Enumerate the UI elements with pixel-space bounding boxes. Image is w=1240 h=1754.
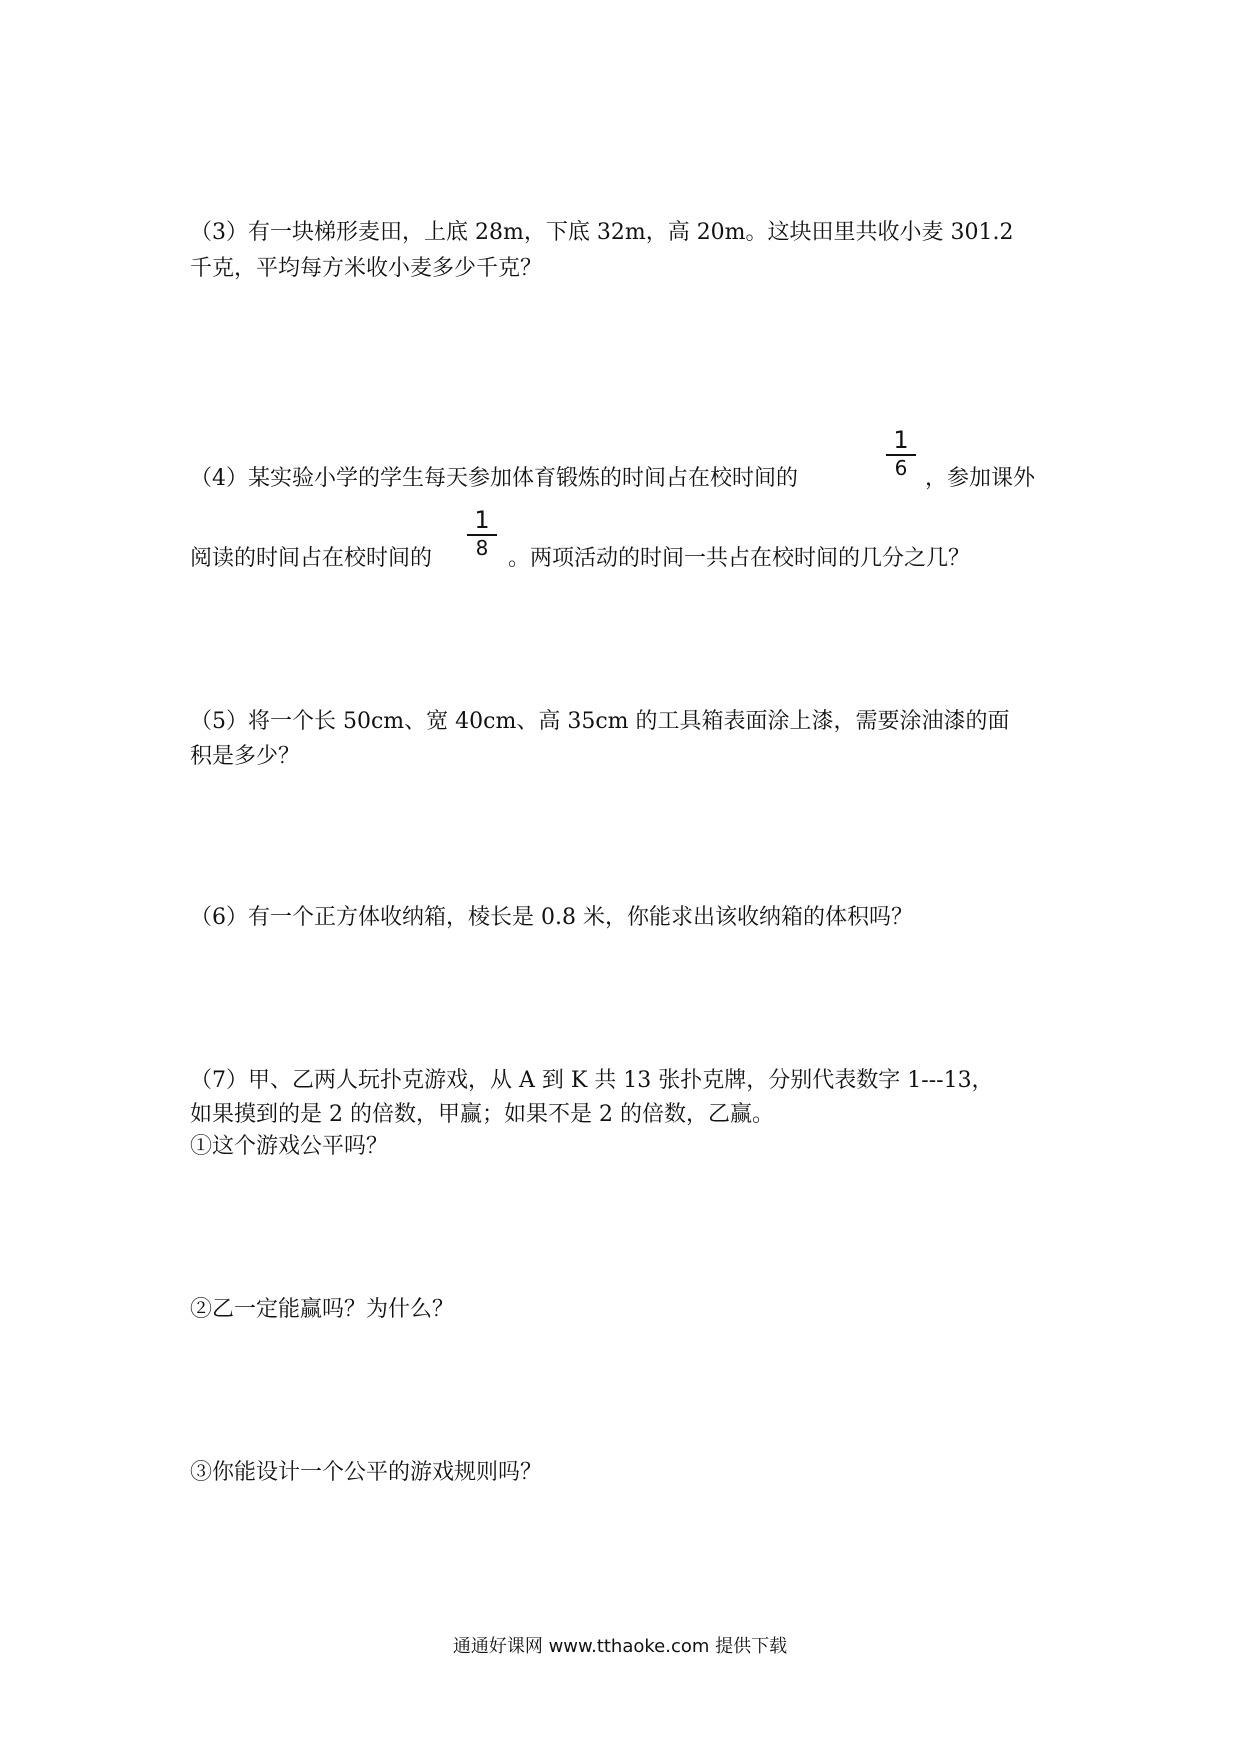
q5-line-1: （5）将一个长 50cm、宽 40cm、高 35cm 的工具箱表面涂上漆，需要涂油漆的面	[190, 709, 1010, 734]
fraction-numerator: 1	[893, 426, 909, 454]
q6-line-1: （6）有一个正方体收纳箱，棱长是 0.8 米，你能求出该收纳箱的体积吗？	[190, 905, 913, 930]
q4-line-1-start: （4）某实验小学的学生每天参加体育锻炼的时间占在校时间的	[190, 466, 798, 491]
fraction-denominator: 8	[475, 536, 489, 560]
q5-line-2: 积是多少？	[190, 744, 301, 769]
q3-line-1: （3）有一块梯形麦田，上底 28m，下底 32m，高 20m。这块田里共收小麦 301.2	[190, 220, 1014, 245]
q4-line-2-end: 。两项活动的时间一共占在校时间的几分之几？	[508, 546, 971, 571]
q4-line-2-start: 阅读的时间占在校时间的	[190, 546, 433, 571]
page-footer: 通通好课网 www.tthaoke.com 提供下载	[452, 1636, 788, 1657]
q7-line-1: （7）甲、乙两人玩扑克游戏，从 A 到 K 共 13 张扑克牌，分别代表数字 1---13，	[190, 1068, 994, 1093]
q4-fraction-one-eighth	[465, 506, 499, 560]
fraction-denominator: 6	[894, 456, 908, 480]
q7-sub-question-3: ③你能设计一个公平的游戏规则吗？	[190, 1460, 543, 1485]
q3-line-2: 千克，平均每方米收小麦多少千克？	[190, 256, 543, 281]
q7-sub-question-2: ②乙一定能赢吗？为什么？	[190, 1297, 455, 1322]
q4-fraction-one-sixth	[884, 426, 918, 480]
q7-sub-question-1: ①这个游戏公平吗？	[190, 1134, 389, 1159]
q7-line-2: 如果摸到的是 2 的倍数，甲赢；如果不是 2 的倍数，乙赢。	[190, 1102, 774, 1127]
fraction-numerator: 1	[474, 506, 490, 534]
q4-line-1-end: ，参加课外	[925, 466, 1036, 491]
